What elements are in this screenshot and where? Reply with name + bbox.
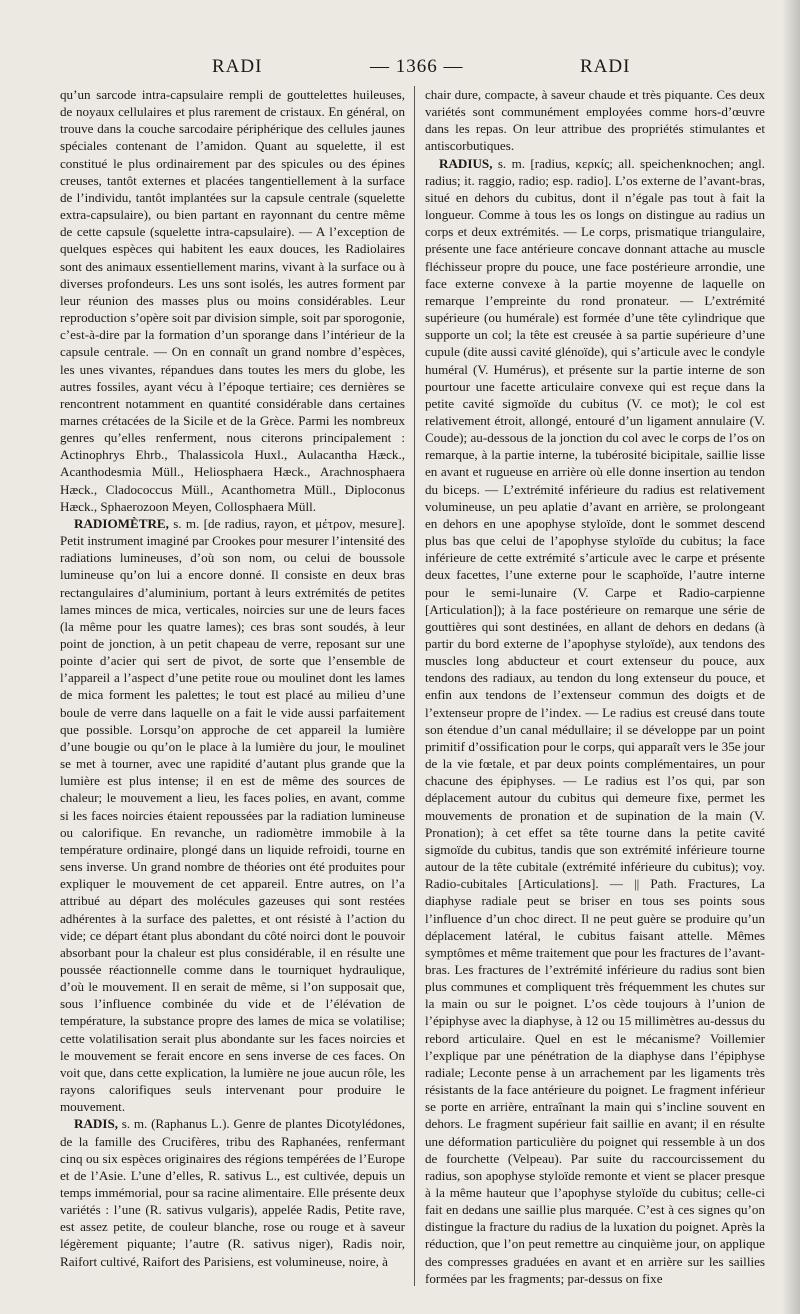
header-left-keyword: RADI (212, 56, 263, 77)
headword-radis: RADIS, (74, 1116, 119, 1132)
header-right-keyword: RADI (580, 56, 631, 77)
column-divider (414, 86, 415, 1286)
running-head (0, 50, 800, 84)
entry-radis-body: s. m. (Raphanus L.). Genre de plantes Dicotylédones, de la famille des Crucifères, tribu des Raphanées, renfermant cinq ou six espèces originaires des régions tempérées de l’Europe et de l’Asie. L’une d’elles, R. sativus L., est cultivée, depuis un temps immémorial, pour sa racine alimentaire. Elle présente deux variétés : l’une (R. sativus vulgaris), appelée Radis, Petite rave, est assez petite, de couleur blanche, rose ou rouge et à saveur légèrement piquante; l’autre (R. sativus niger), Radis noir, Raifort cultivé, Raifort des Parisiens, est volumineuse, noire, à (60, 1116, 405, 1269)
page-number: — 1366 — (370, 56, 464, 77)
radis-continuation: chair dure, compacte, à saveur chaude et très piquante. Ces deux variétés sont communément employées comme hors-d’œuvre dans les repas. On leur attribue des propriétés stimulantes et antiscorbutiques. (425, 87, 765, 154)
entry-radis (60, 1115, 405, 1269)
entry-radius-body: s. m. [radius, κερκίς; all. speichenknochen; angl. radius; it. raggio, radio; esp. radio]. L’os externe de l’avant-bras, situé en dehors du cubitus, dont il n’égale pas tout à fait la longueur. Comme à tous les os longs on distingue au radius un corps et deux extrémités. — Le corps, prismatique triangulaire, présente une face antérieure concave donnant attache au muscle fléchisseur propre du pouce, une face postérieure arrondie, une face externe convexe à la partie moyenne de laquelle on remarque l’empreinte du rond pronateur. — L’extrémité supérieure (ou humérale) est formée d’une tête cylindrique que supporte un col; la tête est creusée à sa partie supérieure d’une cupule (dite aussi cavité glénoïde), qui s’articule avec le condyle huméral (V. Humérus), et présente sur la partie interne de son pourtour une facette articulaire convexe qui est reçue dans la petite cavité sigmoïde du cubitus (V. ce mot); le col est relativement étroit, allongé, entouré d’un ligament annulaire (V. Coude); au-dessous de la jonction du col avec le corps de l’os on remarque, à la partie interne, la tubérosité bicipitale, saillie lisse en avant et rugueuse en arrière où elle donne insertion au tendon du biceps. — L’extrémité inférieure du radius est relativement volumineuse, un peu aplatie d’avant en arrière, se prolongeant en dehors en une apophyse styloïde, dont le sommet descend plus bas que celui de l’apophyse styloïde du cubitus; la face inférieure de cette extrémité s’articule avec le carpe et présente deux facettes, l’une externe pour le scaphoïde, l’autre interne pour le semi-lunaire (V. Carpe et Radio-carpienne [Articulation]); à la face postérieure on remarque une série de gouttières qui sont destinées, en allant de dehors en dedans (à partir du bord externe de l’apophyse styloïde), aux tendons des muscles long abducteur et court extenseur du pouce, aux tendons des radiaux, au tendon du long extenseur du pouce, et enfin aux tendons de l’extenseur commun des doigts et de l’extenseur propre de l’index. — Le radius est creusé dans toute son étendue d’un canal médullaire; il se développe par un point primitif d’ossification pour le corps, qui apparaît vers le 35e jour de la vie fœtale, et par deux points complémentaires, un pour chacune des épiphyses. — Le radius est l’os qui, par son déplacement autour du cubitus qui demeure fixe, permet les mouvements de pronation et de supination de la main (V. Pronation); à cet effet sa tête tourne dans la petite cavité sigmoïde du cubitus, tandis que son extrémité inférieure tourne autour de la tête cubitale (extrémité inférieure du cubitus); voy. Radio-cubitales [Articulations]. — || Path. Fractures, La diaphyse radiale peut se briser en tous ses points sous l’influence d’un choc direct. Il ne peut guère se produire qu’un déplacement latéral, le cubitus faisant attelle. Mêmes symptômes et même traitement que pour les fractures de l’avant-bras. Les fractures de l’extrémité inférieure du radius sont bien plus communes et compliquent très fréquemment les chutes sur la main ou sur le poignet. L’os cède toujours à l’union de l’épiphyse avec la diaphyse, à 12 ou 15 millimètres au-dessus du rebord articulaire. Quel en est le mécanisme? Voillemier l’explique par une pénétration de la diaphyse dans l’épiphyse radiale; Leconte pense à un arrachement par les ligaments très résistants de la face antérieure du poignet. Le fragment inférieur se porte en arrière, entraînant la main qui s’incline souvent en dehors. Le fragment supérieur fait saillie en avant; il en résulte une déformation particulière du poignet qui ressemble à un dos de fourchette (Velpeau). Par suite du raccourcissement du radius, son apophyse styloïde remonte et vient se placer presque à la même hauteur que l’apophyse styloïde du cubitus; celle-ci fait en dedans une saillie plus marquée. C’est à ces signes qu’on distingue la fracture du radius de la luxation du poignet. Après la réduction, que l’on peut remettre au cinquième jour, on applique des compresses graduées en avant et en arrière sur les saillies formées par les fragments; par-dessus on fixe (425, 155, 765, 1286)
entry-radiometre (60, 515, 405, 1115)
entry-radius (425, 155, 765, 1287)
entry-radiometre-body: s. m. [de radius, rayon, et μέτρον, mesure]. Petit instrument imaginé par Crookes pour mesurer l’intensité des radiations lumineuses, d’où son nom, ou celui de boussole lumineuse qu’on lui a encore donné. Il consiste en deux bras rectangulaires d’aluminium, portant à leurs extrémités de petites lames minces de mica, verticales, noircies sur une de leurs faces (la même pour les quatre lames); ces bras sont soudés, à leur point de jonction, à un petit chapeau de verre, reposant sur une pointe d’acier qui sert de pivot, de sorte que l’ensemble de l’appareil a l’aspect d’une petite roue ou moulinet dont les lames de mica forment les palettes; le tout est placé au milieu d’une boule de verre dans laquelle on a fait le vide aussi parfaitement que possible. Lorsqu’on approche de cet appareil la lumière d’une bougie ou qu’on le place à la lumière du jour, le moulinet se met à tourner, avec une rapidité d’autant plus grande que la lumière est plus intense; il en est de même des sources de chaleur; le mouvement a lieu, les faces polies, en avant, comme si les faces noircies étaient repoussées par la radiation lumineuse ou calorifique. En revanche, un radiomètre immobile à la température ordinaire, plongé dans un liquide refroidi, tourne en sens inverse. Un grand nombre de théories ont été produites pour expliquer le mouvement de cet appareil. Entre autres, on l’a attribué au départ des molécules gazeuses qui sont restées adhérentes à la surface des palettes, et ont résisté à l’action du vide; ce départ étant plus abondant du côté noirci dont le pouvoir absorbant pour la chaleur est plus considérable, il en résulte une poussée réactionnelle comme dans le tourniquet hydraulique, d’où le mouvement. Il en serait de même, si l’on supposait que, sous l’influence combinée du vide et de l’élévation de température, la substance propre des lames de mica se volatilise; cette volatilisation serait plus abondante sur les faces noircies et le mouvement se ferait encore en sens inverse de ces faces. On voit que, dans cette explication, la lumière ne joue aucun rôle, les rayons calorifiques seuls intervenant pour produire le mouvement. (60, 515, 405, 1115)
radiolaires-continuation: qu’un sarcode intra-capsulaire rempli de gouttelettes huileuses, de noyaux cellulaires et plus rarement de cristaux. En général, on trouve dans la couche sarcodaire périphérique des cellules jaunes spéciales contenant de l’amidon. Quant au squelette, il est constitué le plus ordinairement par des spicules ou des épines creuses, tantôt externes et placées tangentiellement à la surface de l’individu, tantôt implantées sur la capsule centrale (squelette extra-capsulaire), ou bien partant en rayonnant du centre même de cette capsule (squelette intra-capsulaire). — A l’exception de quelques espèces qui habitent les eaux douces, les Radiolaires sont des animaux essentiellement marins, vivant à la surface ou à diverses profondeurs. Les uns sont isolés, les autres forment par leur réunion des masses plus ou moins considérables. Leur reproduction s’opère soit par division simple, soit par sporogonie, c’est-à-dire par la formation d’un sporange dans l’intérieur de la capsule centrale. — On en connaît un grand nombre d’espèces, les unes vivantes, répandues dans toutes les mers du globe, les autres fossiles, ayant vécu à l’époque tertiaire; ces dernières se rencontrent notamment en quantité considérable dans certaines marnes crétacées de la Sicile et de la Grèce. Parmi les nombreux genres qu’elles renferment, nous citerons principalement : Actinophrys Ehrb., Thalassicola Huxl., Aulacantha Hæck., Acanthodesmia Müll., Heliosphaera Hæck., Arachnosphaera Hæck., Cladococcus Müll., Acanthometra Müll., Diploconus Hæck., Sphaerozoon Meyen, Collosphaera Müll. (60, 87, 405, 514)
page-edge-shadow (782, 0, 800, 1314)
right-column (425, 86, 765, 1291)
headword-radius: RADIUS, (439, 155, 493, 171)
left-column (60, 86, 405, 1291)
headword-radiometre: RADIOMÈTRE, (74, 515, 169, 531)
